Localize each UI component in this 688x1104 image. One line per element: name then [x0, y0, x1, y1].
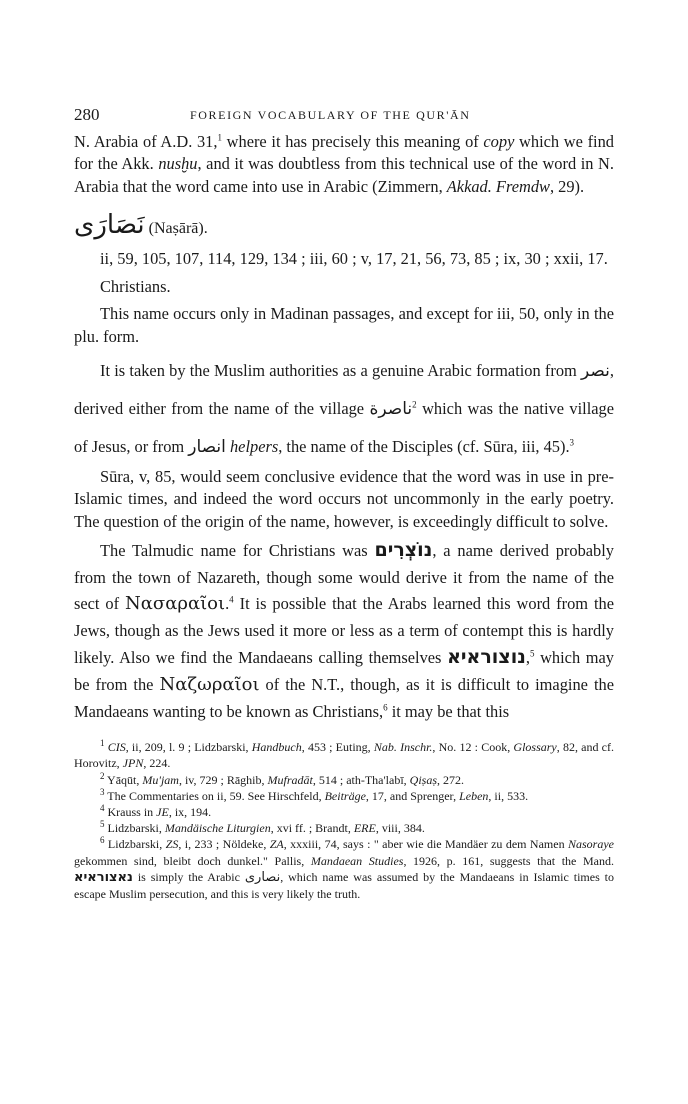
footnote-4: $^4$ Krauss in JE, ix, 194.: [100, 802, 212, 819]
running-header: [74, 105, 614, 131]
footnote-ref: 5: [529, 648, 535, 659]
arabic-nasira: ناصرة: [369, 399, 413, 420]
footnote-6: $^6$ Lidzbarski, ZS, i, 233 ; Nöldeke, ZA, xxxiii, 74, says : " aber wie die Mandäer zu dem Namen Nasoraye gekommen sind, bleibt doch dunkel." Pallis, Mandaean Studies, 1926, p. 161, suggests that the Mand. נאצוראיא is simply the Arabic نصارى, which name was assumed by the Mandaeans in Islamic times to escape Muslim persecution, and this is very likely the truth.: [74, 835, 615, 901]
footnote-ref: 2: [412, 399, 417, 410]
hebrew-notsrim: נוֹצְרִים: [374, 538, 433, 561]
footnote-ref: 3: [569, 437, 575, 448]
footnote-2: $^2$ Yāqūt, Mu'jam, iv, 729 ; Rāghib, Mufradāt, 514 ; ath-Tha'labī, Qiṣaṣ, 272.: [100, 770, 465, 787]
book-page: [74, 105, 614, 902]
footnote-1: $^1$ CIS, ii, 209, l. 9 ; Lidzbarski, Handbuch, 453 ; Euting, Nab. Inschr., No. 12 : Cook, Glossary, 82, and cf. Horovitz, JPN, 224.: [74, 738, 615, 771]
running-title: FOREIGN VOCABULARY OF THE QUR'ĀN: [190, 108, 471, 122]
entry-references: ii, 59, 105, 107, 114, 129, 134 ; iii, 60 ; v, 17, 21, 56, 73, 85 ; ix, 30 ; xxii, 17.: [100, 248, 608, 268]
intro-paragraph: N. Arabia of A.D. 31,$^1$ where it has precisely this meaning of copy which we find for the Akk. nusḫu, and it was doubtless from this technical use of the word in N. Arabia that the word came into use in Arabic (Zimmern, Akkad. Fremdw, 29).: [74, 132, 614, 196]
paragraph-occurrence: This name occurs only in Madinan passages, and except for iii, 50, only in the plu. form.: [74, 304, 614, 346]
hebrew-natsoraya: נוצוראיא: [447, 646, 526, 669]
paragraph-sura: Sūra, v, 85, would seem conclusive evidence that the word was in use in pre-Islamic times, and indeed the word occurs not uncommonly in the early poetry. The question of the origin of the name, however, is exceedingly difficult to solve.: [74, 467, 614, 531]
footnote-ref: 1: [217, 132, 222, 143]
footnotes: [74, 739, 614, 902]
footnote-ref: 6: [383, 702, 388, 713]
paragraph-talmudic: The Talmudic name for Christians was נוֹצְרִים, a name derived probably from the town of Nazareth, though some would derive it from the name of the sect of Νασαραῖοι.$^4$ It is possible that the Arabs learned this word from the Jews, though as the Jews used it more or less as a term of contempt this is hardly likely. Also we find the Mandaeans calling themselves נוצוראיא,$^5$ which may be from the Ναζωραῖοι of the N.T., though, as it is difficult to imagine the Mandaeans wanting to be known as Christians,$^6$ it may be that this: [74, 538, 614, 721]
greek-nasaraioi: Νασαραῖοι: [125, 593, 226, 615]
entry-headword: [74, 210, 614, 248]
footnote-5: $^5$ Lidzbarski, Mandäische Liturgien, xvi ff. ; Brandt, ERE, viii, 384.: [100, 819, 425, 836]
arabic-nasr: نصر: [581, 361, 610, 382]
headword-arabic: نَصَارَى: [74, 209, 145, 240]
footnote-3: $^3$ The Commentaries on ii, 59. See Hirschfeld, Beiträge, 17, and Sprenger, Leben, ii, 533.: [100, 786, 529, 803]
arabic-ansar: انصار: [188, 437, 226, 458]
page-number: 280: [74, 105, 100, 124]
greek-nazoraioi: Ναζωραῖοι: [159, 673, 260, 695]
gloss-christians: Christians.: [100, 277, 171, 297]
headword-transliteration: (Naṣārā).: [148, 219, 208, 237]
paragraph-muslim-authorities: It is taken by the Muslim authorities as a genuine Arabic formation from نصر, derived either from the name of the village ناصرة$^2$ which was the native village of Jesus, or from انصار helpers, the name of the Disciples (cf. Sūra, iii, 45).$^3$: [74, 361, 614, 458]
footnote-ref: 4: [229, 594, 234, 605]
